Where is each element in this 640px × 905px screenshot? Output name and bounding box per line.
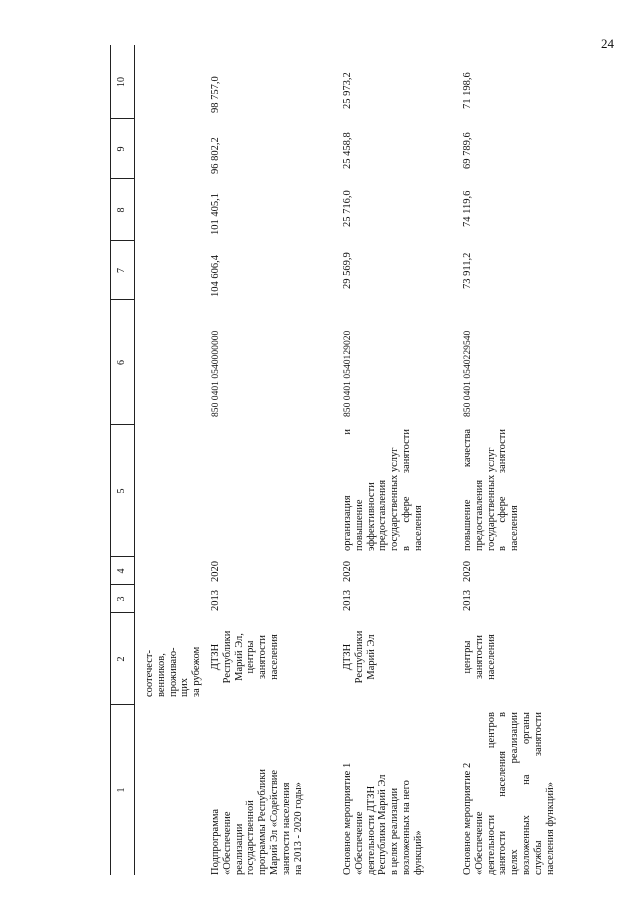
row1-col2: ДТЗН Республики Марий Эл, центры занятости населения	[210, 630, 280, 684]
column-number: 6	[116, 360, 127, 365]
row2-col2: ДТЗН Республики Марий Эл	[342, 630, 377, 684]
header-bottom-border	[134, 45, 135, 875]
row1-col9: 96 802,2	[210, 137, 221, 174]
row2-end-year: 2020	[342, 561, 353, 582]
column-number: 9	[116, 146, 127, 152]
column-number: 5	[116, 488, 127, 494]
carryover-col2: соотечест- венников, проживаю- щих за рубежом	[144, 646, 203, 697]
row2-col8: 25 716,0	[342, 190, 353, 227]
row1-end-year: 2020	[210, 561, 221, 582]
row3-col5: повышение качества предоставления государственных услуг в сфере занятости населения	[462, 429, 521, 551]
row2-budget-code: 850 0401 0540129020	[342, 330, 353, 417]
row2-col10: 25 973,2	[342, 72, 353, 109]
column-number: 2	[116, 656, 127, 662]
row3-start-year: 2013	[462, 590, 473, 611]
row1-start-year: 2013	[210, 590, 221, 611]
row1-budget-code: 850 0401 0540000000	[210, 330, 221, 417]
row3-col9: 69 789,6	[462, 132, 473, 169]
row1-col1: Подпрограмма «Обеспечение реализации государственной программы Республики Марий Эл «Содействие занятости населения на 2013 - 2020 годы»	[210, 769, 304, 875]
row2-start-year: 2013	[342, 590, 353, 611]
column-number: 1	[116, 787, 127, 793]
column-number: 4	[116, 568, 127, 574]
row1-col10: 98 757,0	[210, 76, 221, 113]
column-number: 3	[116, 596, 127, 602]
row1-col7: 104 606,4	[210, 255, 221, 297]
row2-col9: 25 458,8	[342, 132, 353, 169]
row1-col8: 101 405,1	[210, 193, 221, 235]
column-number: 8	[116, 207, 127, 213]
row2-col1: Основное мероприятие 1 «Обеспечение деятельности ДТЗН Республики Марий Эл в целях реализации возложенных на него функций»	[342, 762, 424, 875]
row3-col8: 74 119,6	[462, 190, 473, 227]
row3-col10: 71 198,6	[462, 72, 473, 109]
page-number: 24	[601, 36, 614, 51]
row3-end-year: 2020	[462, 561, 473, 582]
row3-col2: центры занятости населения	[462, 634, 497, 680]
column-number: 10	[116, 77, 127, 87]
row3-budget-code: 850 0401 0540229540	[462, 330, 473, 417]
row3-col1: Основное мероприятие 2 «Обеспечение деятельности центров занятости населения в целях реализации возложенных на органы службы занятости населения функций»	[462, 712, 556, 875]
column-number: 7	[116, 268, 127, 273]
budget-table	[110, 45, 556, 875]
row2-col7: 29 569,9	[342, 252, 353, 289]
row2-col5: организация и повышение эффективности предоставления государственных услуг в сфере занятости населения	[342, 429, 424, 551]
row3-col7: 73 911,2	[462, 252, 473, 289]
